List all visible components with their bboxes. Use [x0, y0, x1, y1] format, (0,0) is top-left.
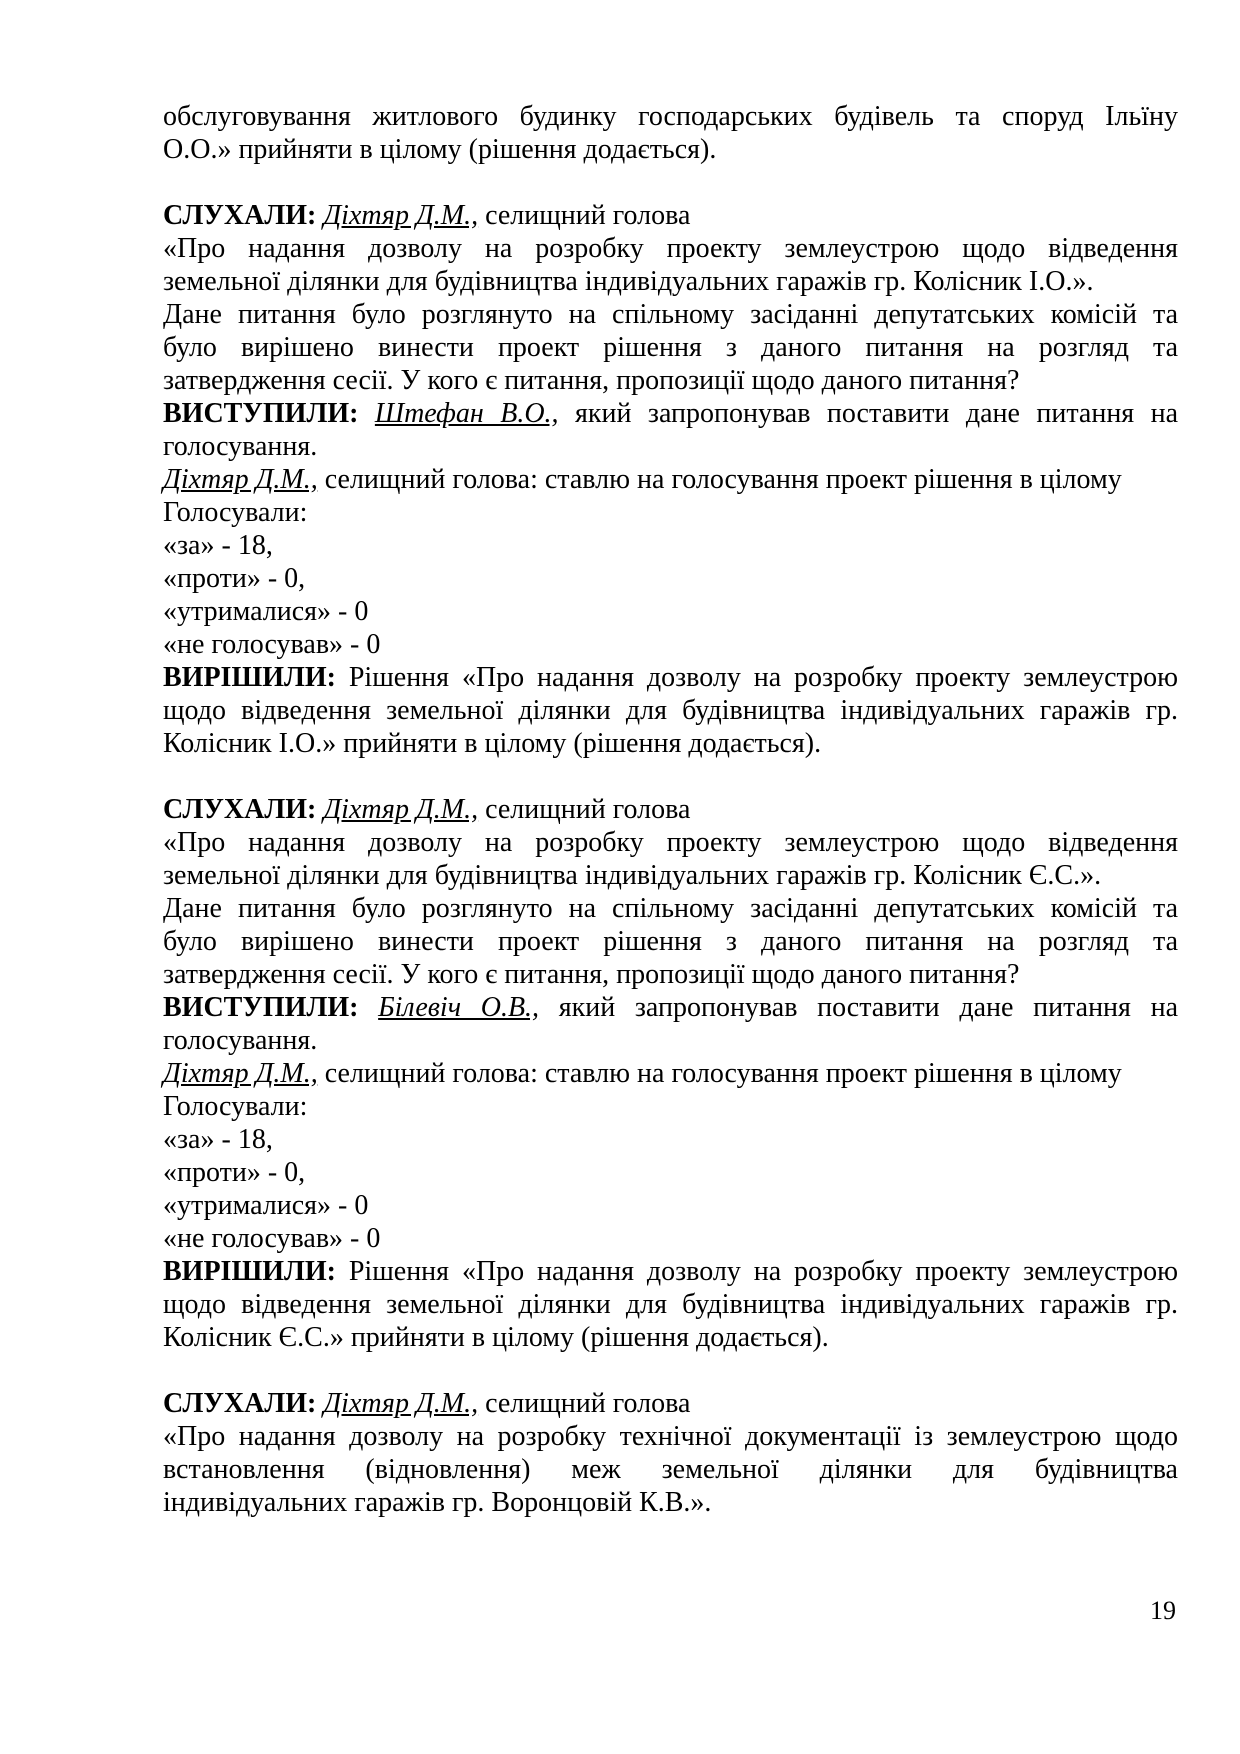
info-line: було вирішено винести проект рішення з даного питання на розгляд та [163, 926, 1178, 957]
vote-for: «за» - 18, [163, 1124, 273, 1155]
chair-name: Діхтяр Д.М., [163, 1058, 318, 1089]
intro-line: О.О.» прийняти в цілому (рішення додається). [163, 134, 717, 165]
topic-line: встановлення (відновлення) меж земельної ділянки для будівництва [163, 1454, 1178, 1485]
info-line: затвердження сесії. У кого є питання, пропозиції щодо даного питання? [163, 959, 1020, 990]
spoke-line [163, 991, 1178, 1024]
topic-line: індивідуальних гаражів гр. Воронцовій К.В.». [163, 1487, 712, 1518]
intro-line: обслуговування житлового будинку господарських будівель та споруд Ільїну [163, 101, 1178, 132]
speaker-role: селищний голова [485, 794, 691, 825]
spoke-line [163, 397, 1178, 430]
spoke-keyword: ВИСТУПИЛИ: [163, 398, 359, 429]
topic-line: земельної ділянки для будівництва індивідуальних гаражів гр. Колісник Є.С.». [163, 860, 1102, 891]
page-number: 19 [1150, 1596, 1176, 1625]
spoke-line: голосування. [163, 1025, 318, 1056]
decided-line: щодо відведення земельної ділянки для будівництва індивідуальних гаражів гр. [163, 695, 1178, 726]
spoke-text: який запропонував поставити дане питання на [558, 992, 1179, 1023]
topic-line: «Про надання дозволу на розробку проекту землеустрою щодо відведення [163, 233, 1178, 264]
voted-label: Голосували: [163, 497, 308, 528]
decided-line [163, 1255, 1178, 1288]
spoke-text: який запропонував поставити дане питання на [575, 398, 1179, 429]
speaker-name: Діхтяр Д.М., [323, 794, 479, 825]
decided-text: Рішення «Про надання дозволу на розробку проекту землеустрою [348, 662, 1179, 693]
heard-keyword: СЛУХАЛИ: [163, 200, 317, 231]
agenda-section [163, 199, 1178, 760]
agenda-section [163, 793, 1178, 1354]
intro-paragraph [163, 100, 1178, 166]
spoke-line: голосування. [163, 431, 318, 462]
info-line: Дане питання було розглянуто на спільному засіданні депутатських комісій та [163, 299, 1178, 330]
chair-name: Діхтяр Д.М., [163, 464, 318, 495]
heard-keyword: СЛУХАЛИ: [163, 794, 317, 825]
chair-line [163, 1057, 1178, 1090]
vote-against: «проти» - 0, [163, 1157, 306, 1188]
decided-keyword: ВИРІШИЛИ: [163, 1256, 336, 1287]
document-page [163, 100, 1178, 1519]
vote-against: «проти» - 0, [163, 563, 306, 594]
info-line: Дане питання було розглянуто на спільному засіданні депутатських комісій та [163, 893, 1178, 924]
speaker-role: селищний голова [485, 1388, 691, 1419]
decided-line: щодо відведення земельної ділянки для будівництва індивідуальних гаражів гр. [163, 1289, 1178, 1320]
info-line: затвердження сесії. У кого є питання, пропозиції щодо даного питання? [163, 365, 1020, 396]
agenda-section [163, 1387, 1178, 1519]
spoke-name: Білевіч О.В., [378, 992, 540, 1023]
speaker-name: Діхтяр Д.М., [323, 1388, 479, 1419]
speaker-name: Діхтяр Д.М., [323, 200, 479, 231]
voted-label: Голосували: [163, 1091, 308, 1122]
spoke-name: Штефан В.О., [374, 398, 559, 429]
vote-abstain: «утрималися» - 0 [163, 1190, 369, 1221]
decided-line: Колісник І.О.» прийняти в цілому (рішення додається). [163, 728, 822, 759]
chair-text: селищний голова: ставлю на голосування проект рішення в цілому [324, 464, 1122, 495]
vote-novote: «не голосував» - 0 [163, 1223, 381, 1254]
decided-line: Колісник Є.С.» прийняти в цілому (рішення додається). [163, 1322, 829, 1353]
speaker-role: селищний голова [485, 200, 691, 231]
decided-line [163, 661, 1178, 694]
topic-line: «Про надання дозволу на розробку проекту землеустрою щодо відведення [163, 827, 1178, 858]
info-line: було вирішено винести проект рішення з даного питання на розгляд та [163, 332, 1178, 363]
vote-for: «за» - 18, [163, 530, 273, 561]
heard-line [163, 793, 1178, 826]
spoke-keyword: ВИСТУПИЛИ: [163, 992, 359, 1023]
chair-line [163, 463, 1178, 496]
heard-line [163, 1387, 1178, 1420]
vote-abstain: «утрималися» - 0 [163, 596, 369, 627]
heard-keyword: СЛУХАЛИ: [163, 1388, 317, 1419]
vote-novote: «не голосував» - 0 [163, 629, 381, 660]
topic-line: земельної ділянки для будівництва індивідуальних гаражів гр. Колісник І.О.». [163, 266, 1094, 297]
heard-line [163, 199, 1178, 232]
topic-line: «Про надання дозволу на розробку технічної документації із землеустрою щодо [163, 1421, 1178, 1452]
decided-keyword: ВИРІШИЛИ: [163, 662, 336, 693]
chair-text: селищний голова: ставлю на голосування проект рішення в цілому [324, 1058, 1122, 1089]
decided-text: Рішення «Про надання дозволу на розробку проекту землеустрою [348, 1256, 1179, 1287]
